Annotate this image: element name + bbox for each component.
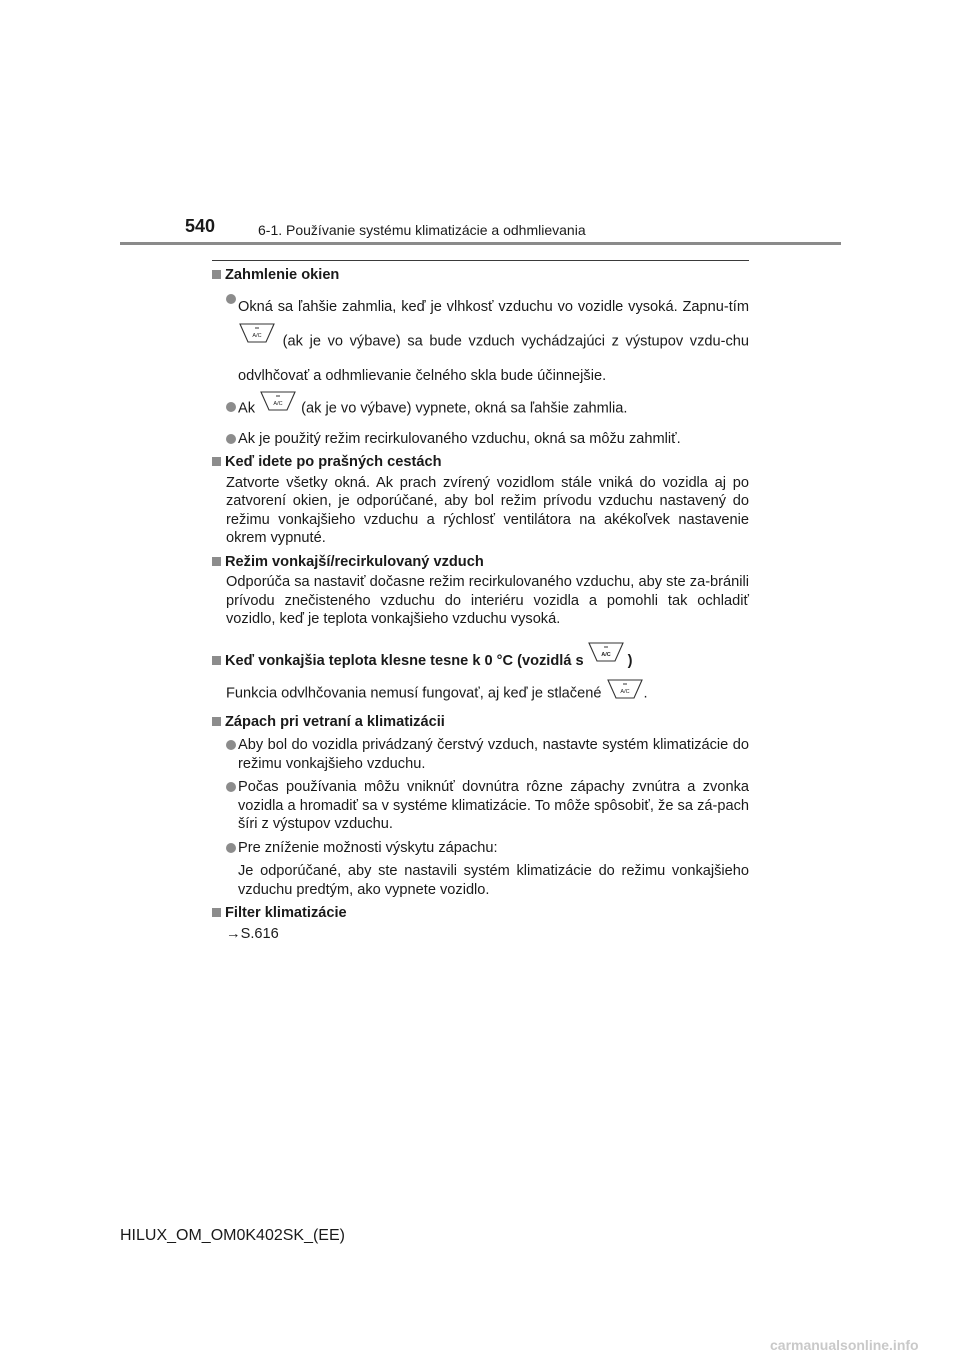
bullet-icon xyxy=(226,402,236,412)
section-title: Zahmlenie okien xyxy=(212,266,749,285)
svg-text:A/C: A/C xyxy=(600,651,611,658)
page-reference-link[interactable]: →S.616 xyxy=(226,925,279,942)
square-marker-icon xyxy=(212,557,221,566)
bullet-icon xyxy=(226,782,236,792)
square-marker-icon xyxy=(212,656,221,665)
section-outside-recirc-air: Režim vonkajší/recirkulovaný vzduch Odporúča sa nastaviť dočasne režim recirkulovaného vzduchu, aby ste za-bránili prívodu znečisteného vzduchu do interiéru vozidla a pomohli tak ochladiť vozidlo, keď je teplota vonkajšieho vzduchu vysoká. xyxy=(212,553,749,629)
section-title: Režim vonkajší/recirkulovaný vzduch xyxy=(212,553,749,572)
content-rule xyxy=(212,260,749,261)
svg-text:A/C: A/C xyxy=(252,332,262,339)
ac-button-icon xyxy=(587,641,625,669)
list-item: Ak je použitý režim recirkulovaného vzduchu, okná sa môžu zahmliť. xyxy=(212,430,749,449)
list-item: Pre zníženie možnosti výskytu zápachu: Je odporúčané, aby ste nastavili systém klimatizácie do režimu vonkajšieho vzduchu predtým, ako vypnete vozidlo. xyxy=(212,839,749,900)
section-title: Keď idete po prašných cestách xyxy=(212,453,749,472)
section-ac-filter xyxy=(212,904,749,943)
list-item: Okná sa ľahšie zahmlia, keď je vlhkosť vzduchu vo vozidle vysoká. Zapnu-tím A/C (ak je vo výbave) sa bude vzduch vychádzajúci z výstupov vzdu-chu odvlhčovať a odhmlievanie čelného skla bude účinnejšie. xyxy=(212,290,749,393)
list-item: Aby bol do vozidla privádzaný čerstvý vzduch, nastavte systém klimatizácie do režimu vonkajšieho vzduchu. xyxy=(212,736,749,773)
ac-button-icon xyxy=(238,322,276,357)
section-title: Zápach pri vetraní a klimatizácii xyxy=(212,713,749,732)
svg-text:A/C: A/C xyxy=(619,689,630,695)
bullet-icon xyxy=(226,434,236,444)
header-rule xyxy=(120,242,841,245)
list-item: Počas používania môžu vniknúť dovnútra rôzne zápachy zvnútra a zvonka vozidla a hromadiť sa v systéme klimatizácie. To môže spôsobiť, že sa zá-pach šíri z výstupov vzduchu. xyxy=(212,778,749,834)
section-window-fogging xyxy=(212,266,749,448)
section-dusty-roads: Keď idete po prašných cestách Zatvorte všetky okná. Ak prach zvírený vozidlom stále vniká do vozidla aj po zatvorení okien, je odporúčané, aby bol režim prívodu vzduchu nastavený do režimu vonkajšieho vzduchu a rýchlosť ventilátora na akékoľvek nastavenie okrem vypnuté. xyxy=(212,453,749,548)
document-code: HILUX_OM_OM0K402SK_(EE) xyxy=(120,1227,345,1244)
svg-text:A/C: A/C xyxy=(273,400,283,407)
watermark: carmanualsonline.info xyxy=(770,1337,919,1353)
section-odor xyxy=(212,713,749,900)
square-marker-icon xyxy=(212,908,221,917)
section-title: Filter klimatizácie xyxy=(212,904,749,923)
page-content xyxy=(212,266,749,943)
square-marker-icon xyxy=(212,717,221,726)
ac-button-icon xyxy=(259,390,297,423)
ac-button-icon xyxy=(606,678,644,706)
chapter-title: 6-1. Používanie systému klimatizácie a odhmlievania xyxy=(258,222,586,238)
list-item: Ak A/C (ak je vo výbave) vypnete, okná sa ľahšie zahmlia. xyxy=(212,398,749,425)
section-title: Keď vonkajšia teplota klesne tesne k 0 °C (vozidlá s A/C ) xyxy=(212,643,749,671)
section-low-outside-temp: Keď vonkajšia teplota klesne tesne k 0 °C (vozidlá s A/C ) Funkcia odvlhčovania nemusí fungovať, aj keď je stlačené A/C . xyxy=(212,643,749,708)
bullet-icon xyxy=(226,294,236,304)
square-marker-icon xyxy=(212,457,221,466)
page-number: 540 xyxy=(185,216,216,236)
bullet-icon xyxy=(226,843,236,853)
bullet-icon xyxy=(226,740,236,750)
square-marker-icon xyxy=(212,270,221,279)
